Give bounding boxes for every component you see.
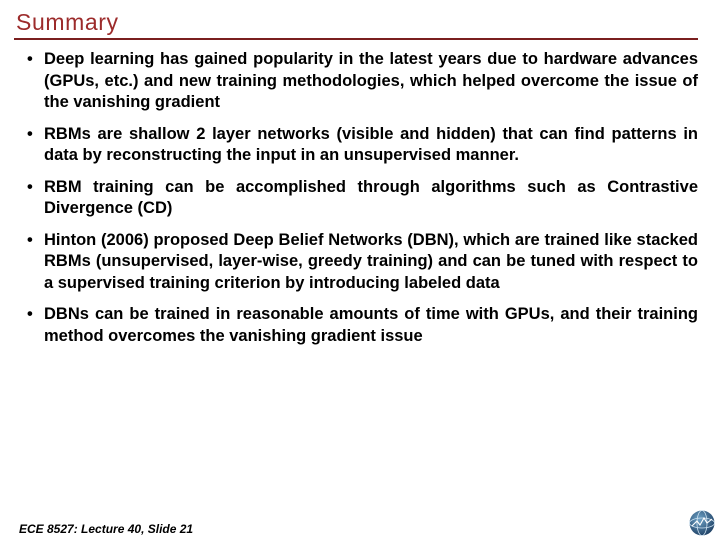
bullet-text: DBNs can be trained in reasonable amounts of time with GPUs, and their training method overcomes the vanishing gradient issue: [44, 305, 698, 345]
bullet-marker: •: [27, 177, 33, 196]
slide-title: Summary: [16, 9, 119, 35]
bullet-text: Hinton (2006) proposed Deep Belief Networks (DBN), which are trained like stacked RBMs (unsupervised, layer-wise, greedy training) and can be tuned with respect to a supervised training criterion by introducing labeled data: [44, 230, 698, 292]
bullet-marker: •: [27, 50, 33, 68]
bullet-marker: •: [27, 230, 33, 249]
bullet-item: [22, 177, 698, 220]
bullet-item: [22, 124, 698, 167]
bullet-item: [22, 230, 698, 295]
bullet-item: [22, 304, 698, 347]
title-divider: [14, 38, 698, 40]
slide-footer: ECE 8527: Lecture 40, Slide 21: [19, 522, 194, 536]
bullet-text: RBM training can be accomplished through algorithms such as Contrastive Divergence (CD): [44, 177, 698, 217]
bullet-marker: •: [27, 124, 33, 143]
globe-logo-icon: [688, 509, 716, 537]
bullet-marker: •: [27, 305, 33, 323]
bullet-text: Deep learning has gained popularity in the latest years due to hardware advances (GPUs, etc.) and new training methodologies, which helped overcome the issue of the vanishing gradient: [44, 50, 698, 111]
bullet-item: [22, 49, 698, 114]
bullet-text: RBMs are shallow 2 layer networks (visible and hidden) that can find patterns in data by reconstructing the input in an unsupervised manner.: [44, 124, 698, 164]
bullet-list: [22, 49, 698, 357]
